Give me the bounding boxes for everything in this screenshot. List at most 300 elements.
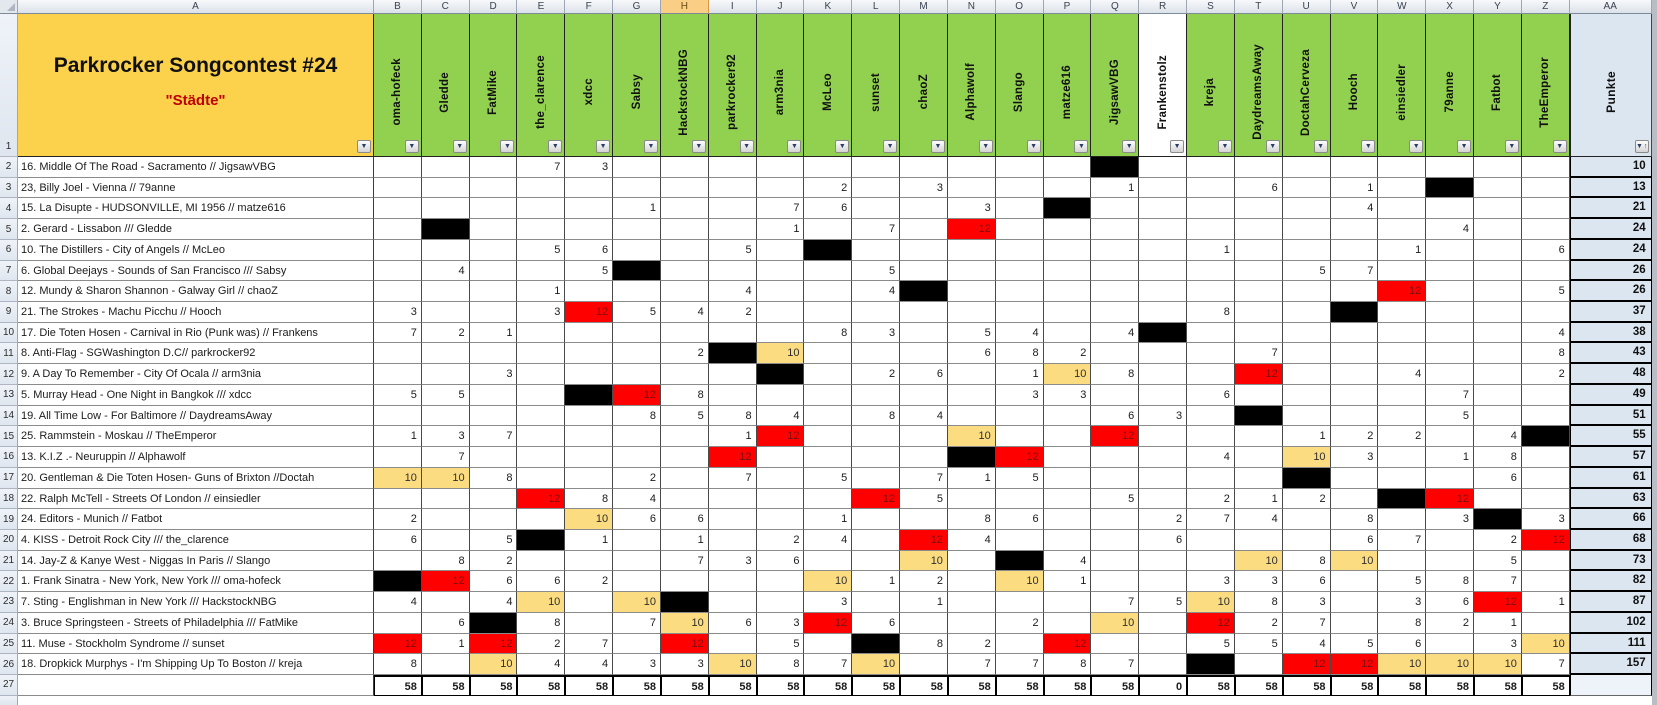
vote-cell-N24[interactable] — [948, 613, 996, 634]
vote-cell-E19[interactable] — [517, 509, 565, 530]
vote-cell-P14[interactable] — [1044, 406, 1092, 427]
vote-cell-I13[interactable] — [709, 385, 757, 406]
vote-cell-P9[interactable] — [1044, 302, 1092, 323]
vote-cell-R23[interactable]: 5 — [1139, 592, 1187, 613]
voter-filter-button-I[interactable] — [740, 140, 754, 153]
vote-cell-U4[interactable] — [1283, 198, 1331, 219]
column-letter-B[interactable]: B — [374, 0, 422, 14]
vote-cell-C22[interactable]: 12 — [422, 571, 470, 592]
vote-cell-D15[interactable]: 7 — [470, 426, 518, 447]
row-number-6[interactable]: 6 — [0, 240, 18, 261]
vote-cell-D11[interactable] — [470, 343, 518, 364]
vote-cell-I8[interactable]: 4 — [709, 281, 757, 302]
vote-cell-K26[interactable]: 7 — [804, 654, 852, 675]
vote-cell-N25[interactable]: 2 — [948, 634, 996, 655]
vote-cell-R8[interactable] — [1139, 281, 1187, 302]
vote-cell-W3[interactable] — [1378, 178, 1426, 199]
vote-cell-U14[interactable] — [1283, 406, 1331, 427]
vote-cell-C16[interactable]: 7 — [422, 447, 470, 468]
vote-cell-Z4[interactable] — [1522, 198, 1570, 219]
vote-cell-Y21[interactable]: 5 — [1474, 551, 1522, 572]
punkte-total-cell[interactable]: 26 — [1570, 281, 1652, 302]
vote-cell-D10[interactable]: 1 — [470, 323, 518, 344]
vote-cell-C8[interactable] — [422, 281, 470, 302]
select-all-corner[interactable] — [0, 0, 18, 14]
punkte-total-cell[interactable]: 38 — [1570, 323, 1652, 344]
vote-cell-C2[interactable] — [422, 157, 470, 178]
song-title-cell[interactable]: 23, Billy Joel - Vienna // 79anne — [18, 178, 374, 199]
vote-cell-X19[interactable]: 3 — [1426, 509, 1474, 530]
vote-cell-K25[interactable] — [804, 634, 852, 655]
voter-header-JigsawVBG[interactable] — [1091, 14, 1139, 157]
column-letter-P[interactable]: P — [1044, 0, 1092, 14]
vote-cell-V26[interactable]: 12 — [1331, 654, 1379, 675]
vote-cell-C4[interactable] — [422, 198, 470, 219]
vote-cell-J21[interactable]: 6 — [757, 551, 805, 572]
vote-cell-B16[interactable] — [374, 447, 422, 468]
vote-cell-M15[interactable] — [900, 426, 948, 447]
vote-cell-W10[interactable] — [1378, 323, 1426, 344]
vote-cell-N20[interactable]: 4 — [948, 530, 996, 551]
voter-filter-button-C[interactable] — [453, 140, 467, 153]
vote-cell-T17[interactable] — [1235, 468, 1283, 489]
voter-filter-button-Y[interactable] — [1505, 140, 1519, 153]
vote-cell-E8[interactable]: 1 — [517, 281, 565, 302]
vote-cell-T9[interactable] — [1235, 302, 1283, 323]
voter-header-Sabsy[interactable] — [613, 14, 661, 157]
vote-cell-V4[interactable]: 4 — [1331, 198, 1379, 219]
vote-cell-W16[interactable] — [1378, 447, 1426, 468]
vote-cell-P6[interactable] — [1044, 240, 1092, 261]
voter-header-sunset[interactable] — [852, 14, 900, 157]
vote-cell-F20[interactable]: 1 — [565, 530, 613, 551]
column-total-cell-W[interactable]: 58 — [1378, 675, 1426, 696]
vote-cell-L23[interactable] — [852, 592, 900, 613]
vote-cell-R18[interactable] — [1139, 489, 1187, 510]
vote-cell-J8[interactable] — [757, 281, 805, 302]
vote-cell-N17[interactable]: 1 — [948, 468, 996, 489]
vote-cell-M14[interactable]: 4 — [900, 406, 948, 427]
vote-cell-C13[interactable]: 5 — [422, 385, 470, 406]
vote-cell-Q11[interactable] — [1091, 343, 1139, 364]
vote-cell-R22[interactable] — [1139, 571, 1187, 592]
punkte-total-cell[interactable]: 51 — [1570, 406, 1652, 427]
vote-cell-D18[interactable] — [470, 489, 518, 510]
vote-cell-J15[interactable]: 12 — [757, 426, 805, 447]
vote-cell-U19[interactable] — [1283, 509, 1331, 530]
vote-cell-P12[interactable]: 10 — [1044, 364, 1092, 385]
vote-cell-W4[interactable] — [1378, 198, 1426, 219]
row-number-16[interactable]: 16 — [0, 447, 18, 468]
column-letter-H[interactable]: H — [661, 0, 709, 14]
vote-cell-D12[interactable]: 3 — [470, 364, 518, 385]
vote-cell-H24[interactable]: 10 — [661, 613, 709, 634]
submitter-cell-J12[interactable] — [757, 364, 805, 385]
voter-header-HackstockNBG[interactable] — [661, 14, 709, 157]
vote-cell-Y17[interactable]: 6 — [1474, 468, 1522, 489]
vote-cell-F3[interactable] — [565, 178, 613, 199]
submitter-cell-O21[interactable] — [996, 551, 1044, 572]
column-letter-K[interactable]: K — [804, 0, 852, 14]
voter-header-Frankenstolz[interactable] — [1139, 14, 1187, 157]
vote-cell-H9[interactable]: 4 — [661, 302, 709, 323]
vote-cell-W14[interactable] — [1378, 406, 1426, 427]
vote-cell-F18[interactable]: 8 — [565, 489, 613, 510]
column-letter-O[interactable]: O — [996, 0, 1044, 14]
vote-cell-L16[interactable] — [852, 447, 900, 468]
vote-cell-I22[interactable] — [709, 571, 757, 592]
vote-cell-H26[interactable]: 3 — [661, 654, 709, 675]
vote-cell-I21[interactable]: 3 — [709, 551, 757, 572]
vote-cell-Y5[interactable] — [1474, 219, 1522, 240]
vote-cell-F15[interactable] — [565, 426, 613, 447]
vote-cell-R5[interactable] — [1139, 219, 1187, 240]
song-title-cell[interactable]: 17. Die Toten Hosen - Carnival in Rio (Punk was) // Frankens — [18, 323, 374, 344]
vote-cell-V13[interactable] — [1331, 385, 1379, 406]
vote-cell-Z12[interactable]: 2 — [1522, 364, 1570, 385]
vote-cell-G9[interactable]: 5 — [613, 302, 661, 323]
row-number-4[interactable]: 4 — [0, 198, 18, 219]
vote-cell-E7[interactable] — [517, 261, 565, 282]
vote-cell-V5[interactable] — [1331, 219, 1379, 240]
vote-cell-G11[interactable] — [613, 343, 661, 364]
vote-cell-H7[interactable] — [661, 261, 709, 282]
vote-cell-R21[interactable] — [1139, 551, 1187, 572]
vote-cell-Q5[interactable] — [1091, 219, 1139, 240]
song-title-cell[interactable]: 10. The Distillers - City of Angels // McLeo — [18, 240, 374, 261]
vote-cell-E18[interactable]: 12 — [517, 489, 565, 510]
vote-cell-H20[interactable]: 1 — [661, 530, 709, 551]
vote-cell-M2[interactable] — [900, 157, 948, 178]
vote-cell-F14[interactable] — [565, 406, 613, 427]
vote-cell-G22[interactable] — [613, 571, 661, 592]
vote-cell-I26[interactable]: 10 — [709, 654, 757, 675]
vote-cell-X18[interactable]: 12 — [1426, 489, 1474, 510]
punkte-total-cell[interactable]: 55 — [1570, 426, 1652, 447]
vote-cell-K24[interactable]: 12 — [804, 613, 852, 634]
vote-cell-T11[interactable]: 7 — [1235, 343, 1283, 364]
column-letter-T[interactable]: T — [1235, 0, 1283, 14]
vote-cell-C23[interactable] — [422, 592, 470, 613]
vote-cell-Z26[interactable]: 7 — [1522, 654, 1570, 675]
vote-cell-G16[interactable] — [613, 447, 661, 468]
vote-cell-Y10[interactable] — [1474, 323, 1522, 344]
vote-cell-W15[interactable]: 2 — [1378, 426, 1426, 447]
column-letter-D[interactable]: D — [470, 0, 518, 14]
column-total-cell-M[interactable]: 58 — [900, 675, 948, 696]
submitter-cell-K6[interactable] — [804, 240, 852, 261]
vote-cell-B10[interactable]: 7 — [374, 323, 422, 344]
column-total-cell-K[interactable]: 58 — [804, 675, 852, 696]
voter-filter-button-B[interactable] — [405, 140, 419, 153]
vote-cell-L3[interactable] — [852, 178, 900, 199]
vote-cell-Z14[interactable] — [1522, 406, 1570, 427]
vote-cell-O26[interactable]: 7 — [996, 654, 1044, 675]
vote-cell-D6[interactable] — [470, 240, 518, 261]
vote-cell-Q22[interactable] — [1091, 571, 1139, 592]
vote-cell-O3[interactable] — [996, 178, 1044, 199]
vote-cell-F5[interactable] — [565, 219, 613, 240]
totals-punkte-cell[interactable] — [1570, 675, 1652, 696]
vote-cell-X24[interactable]: 2 — [1426, 613, 1474, 634]
voter-header-Gledde[interactable] — [422, 14, 470, 157]
vote-cell-U24[interactable]: 7 — [1283, 613, 1331, 634]
vote-cell-U16[interactable]: 10 — [1283, 447, 1331, 468]
column-total-cell-P[interactable]: 58 — [1044, 675, 1092, 696]
column-total-cell-Q[interactable]: 58 — [1091, 675, 1139, 696]
vote-cell-M13[interactable] — [900, 385, 948, 406]
column-total-cell-D[interactable]: 58 — [470, 675, 518, 696]
punkte-header-cell[interactable] — [1570, 14, 1652, 157]
song-title-cell[interactable]: 20. Gentleman & Die Toten Hosen- Guns of Brixton //Doctah — [18, 468, 374, 489]
vote-cell-U23[interactable]: 3 — [1283, 592, 1331, 613]
row-number-25[interactable]: 25 — [0, 634, 18, 655]
vote-cell-Q13[interactable] — [1091, 385, 1139, 406]
vote-cell-J6[interactable] — [757, 240, 805, 261]
vote-cell-L2[interactable] — [852, 157, 900, 178]
voter-filter-button-T[interactable] — [1266, 140, 1280, 153]
vote-cell-R9[interactable] — [1139, 302, 1187, 323]
voter-header-oma-hofeck[interactable] — [374, 14, 422, 157]
song-title-cell[interactable]: 1. Frank Sinatra - New York, New York /// oma-hofeck — [18, 571, 374, 592]
vote-cell-I3[interactable] — [709, 178, 757, 199]
vote-cell-O11[interactable]: 8 — [996, 343, 1044, 364]
vote-cell-O14[interactable] — [996, 406, 1044, 427]
vote-cell-Q17[interactable] — [1091, 468, 1139, 489]
voter-header-kreja[interactable] — [1187, 14, 1235, 157]
vote-cell-C15[interactable]: 3 — [422, 426, 470, 447]
vote-cell-J18[interactable] — [757, 489, 805, 510]
vote-cell-L10[interactable]: 3 — [852, 323, 900, 344]
vote-cell-Q4[interactable] — [1091, 198, 1139, 219]
vote-cell-M26[interactable] — [900, 654, 948, 675]
vote-cell-B14[interactable] — [374, 406, 422, 427]
vote-cell-E25[interactable]: 2 — [517, 634, 565, 655]
vote-cell-Q24[interactable]: 10 — [1091, 613, 1139, 634]
row-number-7[interactable]: 7 — [0, 261, 18, 282]
vote-cell-K14[interactable] — [804, 406, 852, 427]
vote-cell-Z21[interactable] — [1522, 551, 1570, 572]
voter-filter-button-E[interactable] — [548, 140, 562, 153]
vote-cell-Z10[interactable]: 4 — [1522, 323, 1570, 344]
vote-cell-X12[interactable] — [1426, 364, 1474, 385]
vote-cell-O7[interactable] — [996, 261, 1044, 282]
vote-cell-I19[interactable] — [709, 509, 757, 530]
vote-cell-M21[interactable]: 10 — [900, 551, 948, 572]
voter-filter-button-U[interactable] — [1314, 140, 1328, 153]
vote-cell-C11[interactable] — [422, 343, 470, 364]
vote-cell-F10[interactable] — [565, 323, 613, 344]
vote-cell-K20[interactable]: 4 — [804, 530, 852, 551]
vote-cell-L5[interactable]: 7 — [852, 219, 900, 240]
vote-cell-W17[interactable] — [1378, 468, 1426, 489]
vote-cell-Y13[interactable] — [1474, 385, 1522, 406]
vote-cell-K5[interactable] — [804, 219, 852, 240]
submitter-cell-L25[interactable] — [852, 634, 900, 655]
vote-cell-V11[interactable] — [1331, 343, 1379, 364]
submitter-cell-G7[interactable] — [613, 261, 661, 282]
column-total-cell-H[interactable]: 58 — [661, 675, 709, 696]
vote-cell-R17[interactable] — [1139, 468, 1187, 489]
vote-cell-C24[interactable]: 6 — [422, 613, 470, 634]
vote-cell-I2[interactable] — [709, 157, 757, 178]
vote-cell-M6[interactable] — [900, 240, 948, 261]
voter-filter-button-N[interactable] — [979, 140, 993, 153]
vote-cell-L8[interactable]: 4 — [852, 281, 900, 302]
vote-cell-S9[interactable]: 8 — [1187, 302, 1235, 323]
vote-cell-J25[interactable]: 5 — [757, 634, 805, 655]
vote-cell-H21[interactable]: 7 — [661, 551, 709, 572]
vote-cell-O24[interactable]: 2 — [996, 613, 1044, 634]
vote-cell-B17[interactable]: 10 — [374, 468, 422, 489]
vote-cell-P2[interactable] — [1044, 157, 1092, 178]
punkte-total-cell[interactable]: 102 — [1570, 613, 1652, 634]
vote-cell-G8[interactable] — [613, 281, 661, 302]
vote-cell-H12[interactable] — [661, 364, 709, 385]
voter-filter-button-P[interactable] — [1074, 140, 1088, 153]
vote-cell-J14[interactable]: 4 — [757, 406, 805, 427]
submitter-cell-C5[interactable] — [422, 219, 470, 240]
submitter-cell-U17[interactable] — [1283, 468, 1331, 489]
vote-cell-K7[interactable] — [804, 261, 852, 282]
vote-cell-G5[interactable] — [613, 219, 661, 240]
vote-cell-S13[interactable]: 6 — [1187, 385, 1235, 406]
vote-cell-B20[interactable]: 6 — [374, 530, 422, 551]
vote-cell-L20[interactable] — [852, 530, 900, 551]
column-letter-E[interactable]: E — [517, 0, 565, 14]
vote-cell-C10[interactable]: 2 — [422, 323, 470, 344]
vote-cell-R4[interactable] — [1139, 198, 1187, 219]
vote-cell-O22[interactable]: 10 — [996, 571, 1044, 592]
column-letter-R[interactable]: R — [1139, 0, 1187, 14]
vote-cell-Y22[interactable]: 7 — [1474, 571, 1522, 592]
column-total-cell-T[interactable]: 58 — [1235, 675, 1283, 696]
submitter-cell-N16[interactable] — [948, 447, 996, 468]
submitter-cell-W18[interactable] — [1378, 489, 1426, 510]
vote-cell-N15[interactable]: 10 — [948, 426, 996, 447]
vote-cell-B26[interactable]: 8 — [374, 654, 422, 675]
punkte-total-cell[interactable]: 21 — [1570, 198, 1652, 219]
vote-cell-C18[interactable] — [422, 489, 470, 510]
vote-cell-P16[interactable] — [1044, 447, 1092, 468]
vote-cell-X15[interactable] — [1426, 426, 1474, 447]
column-total-cell-E[interactable]: 58 — [517, 675, 565, 696]
vote-cell-U21[interactable]: 8 — [1283, 551, 1331, 572]
vote-cell-X2[interactable] — [1426, 157, 1474, 178]
vote-cell-E26[interactable]: 4 — [517, 654, 565, 675]
vote-cell-U15[interactable]: 1 — [1283, 426, 1331, 447]
vote-cell-O4[interactable] — [996, 198, 1044, 219]
vote-cell-M19[interactable] — [900, 509, 948, 530]
column-letter-Z[interactable]: Z — [1522, 0, 1570, 14]
song-title-cell[interactable]: 19. All Time Low - For Baltimore // DaydreamsAway — [18, 406, 374, 427]
vote-cell-U9[interactable] — [1283, 302, 1331, 323]
vote-cell-I24[interactable]: 6 — [709, 613, 757, 634]
vote-cell-E5[interactable] — [517, 219, 565, 240]
vote-cell-N7[interactable] — [948, 261, 996, 282]
vote-cell-O8[interactable] — [996, 281, 1044, 302]
vote-cell-T24[interactable]: 2 — [1235, 613, 1283, 634]
column-letter-M[interactable]: M — [900, 0, 948, 14]
vote-cell-T6[interactable] — [1235, 240, 1283, 261]
vote-cell-W8[interactable]: 12 — [1378, 281, 1426, 302]
vote-cell-Q10[interactable]: 4 — [1091, 323, 1139, 344]
vote-cell-N11[interactable]: 6 — [948, 343, 996, 364]
column-letter-L[interactable]: L — [852, 0, 900, 14]
vote-cell-B25[interactable]: 12 — [374, 634, 422, 655]
vote-cell-T19[interactable]: 4 — [1235, 509, 1283, 530]
vote-cell-Y18[interactable] — [1474, 489, 1522, 510]
vote-cell-P18[interactable] — [1044, 489, 1092, 510]
song-title-cell[interactable]: 2. Gerard - Lissabon /// Gledde — [18, 219, 374, 240]
vote-cell-R12[interactable] — [1139, 364, 1187, 385]
vote-cell-M18[interactable]: 5 — [900, 489, 948, 510]
vote-cell-J7[interactable] — [757, 261, 805, 282]
column-letter-U[interactable]: U — [1283, 0, 1331, 14]
vote-cell-U12[interactable] — [1283, 364, 1331, 385]
vote-cell-Z13[interactable] — [1522, 385, 1570, 406]
submitter-cell-E20[interactable] — [517, 530, 565, 551]
vote-cell-L15[interactable] — [852, 426, 900, 447]
vote-cell-H22[interactable] — [661, 571, 709, 592]
voter-header-chaoZ[interactable] — [900, 14, 948, 157]
column-letter-N[interactable]: N — [948, 0, 996, 14]
vote-cell-L21[interactable] — [852, 551, 900, 572]
vote-cell-Q3[interactable]: 1 — [1091, 178, 1139, 199]
vote-cell-M17[interactable]: 7 — [900, 468, 948, 489]
vote-cell-B7[interactable] — [374, 261, 422, 282]
vote-cell-Q6[interactable] — [1091, 240, 1139, 261]
vote-cell-E14[interactable] — [517, 406, 565, 427]
vote-cell-Y16[interactable]: 8 — [1474, 447, 1522, 468]
punkte-total-cell[interactable]: 57 — [1570, 447, 1652, 468]
vote-cell-M7[interactable] — [900, 261, 948, 282]
vote-cell-W19[interactable] — [1378, 509, 1426, 530]
vote-cell-B5[interactable] — [374, 219, 422, 240]
vote-cell-S2[interactable] — [1187, 157, 1235, 178]
song-title-cell[interactable]: 3. Bruce Springsteen - Streets of Philadelphia /// FatMike — [18, 613, 374, 634]
vote-cell-B9[interactable]: 3 — [374, 302, 422, 323]
vote-cell-Y7[interactable] — [1474, 261, 1522, 282]
vote-cell-K9[interactable] — [804, 302, 852, 323]
voter-filter-button-O[interactable] — [1027, 140, 1041, 153]
vote-cell-Z11[interactable]: 8 — [1522, 343, 1570, 364]
vote-cell-E23[interactable]: 10 — [517, 592, 565, 613]
vote-cell-R3[interactable] — [1139, 178, 1187, 199]
submitter-cell-H23[interactable] — [661, 592, 709, 613]
vote-cell-W9[interactable] — [1378, 302, 1426, 323]
vote-cell-N19[interactable]: 8 — [948, 509, 996, 530]
vote-cell-Y4[interactable] — [1474, 198, 1522, 219]
voter-filter-button-K[interactable] — [835, 140, 849, 153]
vote-cell-V8[interactable] — [1331, 281, 1379, 302]
submitter-cell-T14[interactable] — [1235, 406, 1283, 427]
vote-cell-K12[interactable] — [804, 364, 852, 385]
vote-cell-L4[interactable] — [852, 198, 900, 219]
vote-cell-Z2[interactable] — [1522, 157, 1570, 178]
vote-cell-M5[interactable] — [900, 219, 948, 240]
vote-cell-P24[interactable] — [1044, 613, 1092, 634]
vote-cell-G2[interactable] — [613, 157, 661, 178]
vote-cell-S4[interactable] — [1187, 198, 1235, 219]
voter-filter-button-H[interactable] — [692, 140, 706, 153]
vote-cell-F4[interactable] — [565, 198, 613, 219]
vote-cell-T4[interactable] — [1235, 198, 1283, 219]
vote-cell-C7[interactable]: 4 — [422, 261, 470, 282]
vote-cell-W22[interactable]: 5 — [1378, 571, 1426, 592]
row-number-27[interactable]: 27 — [0, 675, 18, 696]
vote-cell-Y23[interactable]: 12 — [1474, 592, 1522, 613]
